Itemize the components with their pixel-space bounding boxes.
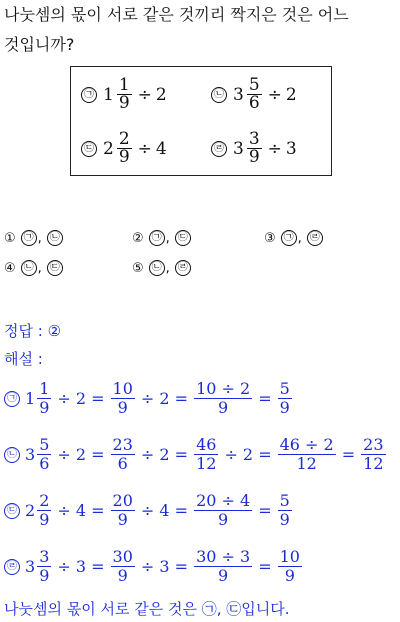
division-sign: ÷ [267,138,282,159]
marker: ㉠ [4,391,20,407]
denominator: 9 [39,510,50,529]
numerator: 5 [279,379,290,398]
solution-c [4,492,294,529]
operation: ÷ 4 = [140,501,189,520]
conclusion: 나눗셈의 몫이 서로 같은 것은 ㉠, ㉢입니다. [4,600,290,618]
denominator: 12 [196,454,217,473]
numerator: 23 [112,435,133,454]
denominator: 9 [39,566,50,585]
whole-number: 1 [103,84,114,105]
numerator: 5 [39,435,50,454]
fraction [111,492,135,529]
numerator: 10 [112,379,133,398]
fraction [247,77,262,112]
marker: ㉣ [211,141,227,157]
solution-d [4,548,304,585]
whole-number: 3 [25,445,36,464]
equals: = [341,445,356,464]
numerator: 46 [196,435,217,454]
fraction [194,436,218,473]
numerator: 2 [118,129,130,149]
numerator: 30 [112,547,133,566]
numerator: 1 [39,379,50,398]
solution-a [4,380,294,417]
numerator: 10 [279,547,300,566]
expression-c [81,131,167,166]
numerator: 46 ÷ 2 [279,435,334,454]
whole-number: 2 [25,501,36,520]
fraction [37,548,51,585]
choice-number: ② [132,230,144,246]
equals: = [258,389,272,408]
denominator: 9 [284,566,295,585]
numerator: 20 ÷ 4 [196,491,251,510]
denominator: 9 [248,147,260,167]
numerator: 3 [39,547,50,566]
denominator: 9 [218,566,229,585]
marker: ㉠ [149,230,165,246]
separator: , [37,260,42,276]
denominator: 9 [218,510,229,529]
divisor: 3 [285,138,297,159]
denominator: 12 [363,454,384,473]
separator: , [165,260,170,276]
operation: ÷ 4 = [57,501,105,520]
denominator: 9 [218,398,229,417]
division-sign: ÷ [267,84,282,105]
marker: ㉡ [21,260,37,276]
whole-number: 2 [103,138,114,159]
numerator: 30 ÷ 3 [196,547,251,566]
answer-value: ② [47,322,62,340]
marker: ㉣ [175,260,191,276]
denominator: 9 [117,398,128,417]
fraction [247,131,262,166]
answer-label: 정답 : [4,322,43,340]
separator: , [37,230,42,246]
whole-number: 3 [233,84,244,105]
choice-2[interactable] [132,230,196,246]
denominator: 6 [39,454,50,473]
expression-a [81,77,167,112]
result-fraction [361,436,385,473]
fraction [37,380,51,417]
denominator: 9 [39,398,50,417]
marker: ㉡ [211,87,227,103]
denominator: 12 [296,454,317,473]
numerator: 10 ÷ 2 [196,379,251,398]
numerator: 2 [39,491,50,510]
fraction [117,131,132,166]
numerator: 5 [279,491,290,510]
fraction [194,548,252,585]
equals: = [258,557,272,576]
denominator: 9 [279,510,290,529]
divisor: 2 [285,84,297,105]
denominator: 9 [279,398,290,417]
marker: ㉢ [175,230,191,246]
numerator: 1 [118,75,130,95]
fraction [111,380,135,417]
fraction [117,77,132,112]
operation: ÷ 2 = [57,445,105,464]
denominator: 9 [118,147,130,167]
operation: ÷ 2 = [57,389,105,408]
separator: , [165,230,170,246]
marker: ㉡ [4,447,20,463]
choice-4[interactable] [4,260,68,276]
fraction [194,492,252,529]
expression-box [70,66,332,176]
choice-1[interactable] [4,230,68,246]
divisor: 2 [155,84,167,105]
denominator: 6 [117,454,128,473]
marker: ㉠ [21,230,37,246]
equals: = [258,501,272,520]
result-fraction [278,380,292,417]
marker: ㉠ [281,230,297,246]
choice-5[interactable] [132,260,196,276]
denominator: 6 [248,93,260,113]
result-fraction [278,548,302,585]
choice-number: ④ [4,260,16,276]
operation: ÷ 3 = [140,557,189,576]
choice-number: ① [4,230,16,246]
fraction [194,380,252,417]
division-sign: ÷ [137,138,152,159]
marker: ㉠ [81,87,97,103]
fraction [111,548,135,585]
fraction [37,492,51,529]
choice-number: ③ [264,230,276,246]
fraction [111,436,135,473]
marker: ㉡ [47,230,63,246]
operation: ÷ 3 = [57,557,105,576]
operation: ÷ 2 = [140,389,189,408]
question-line-2: 것입니까? [4,35,75,54]
whole-number: 3 [233,138,244,159]
solution-b [4,436,388,473]
numerator: 20 [112,491,133,510]
choice-number: ⑤ [132,260,144,276]
question-line-1: 나눗셈의 몫이 서로 같은 것끼리 짝지은 것은 어느 [4,5,349,24]
marker: ㉢ [4,503,20,519]
explanation-label: 해설 : [4,350,43,368]
marker: ㉢ [81,141,97,157]
whole-number: 3 [25,557,36,576]
numerator: 3 [248,129,260,149]
expression-b [211,77,297,112]
answer-line [4,320,61,341]
marker: ㉣ [4,559,20,575]
denominator: 9 [118,93,130,113]
denominator: 9 [117,566,128,585]
marker: ㉡ [149,260,165,276]
numerator: 5 [248,75,260,95]
marker: ㉣ [307,230,323,246]
division-sign: ÷ [137,84,152,105]
operation: ÷ 2 = [140,445,189,464]
fraction [278,436,336,473]
marker: ㉢ [47,260,63,276]
operation: ÷ 2 = [224,445,272,464]
numerator: 23 [363,435,384,454]
expression-d [211,131,297,166]
fraction [37,436,51,473]
whole-number: 1 [25,389,36,408]
result-fraction [278,492,292,529]
choice-3[interactable] [264,230,328,246]
divisor: 4 [155,138,167,159]
denominator: 9 [117,510,128,529]
separator: , [297,230,302,246]
